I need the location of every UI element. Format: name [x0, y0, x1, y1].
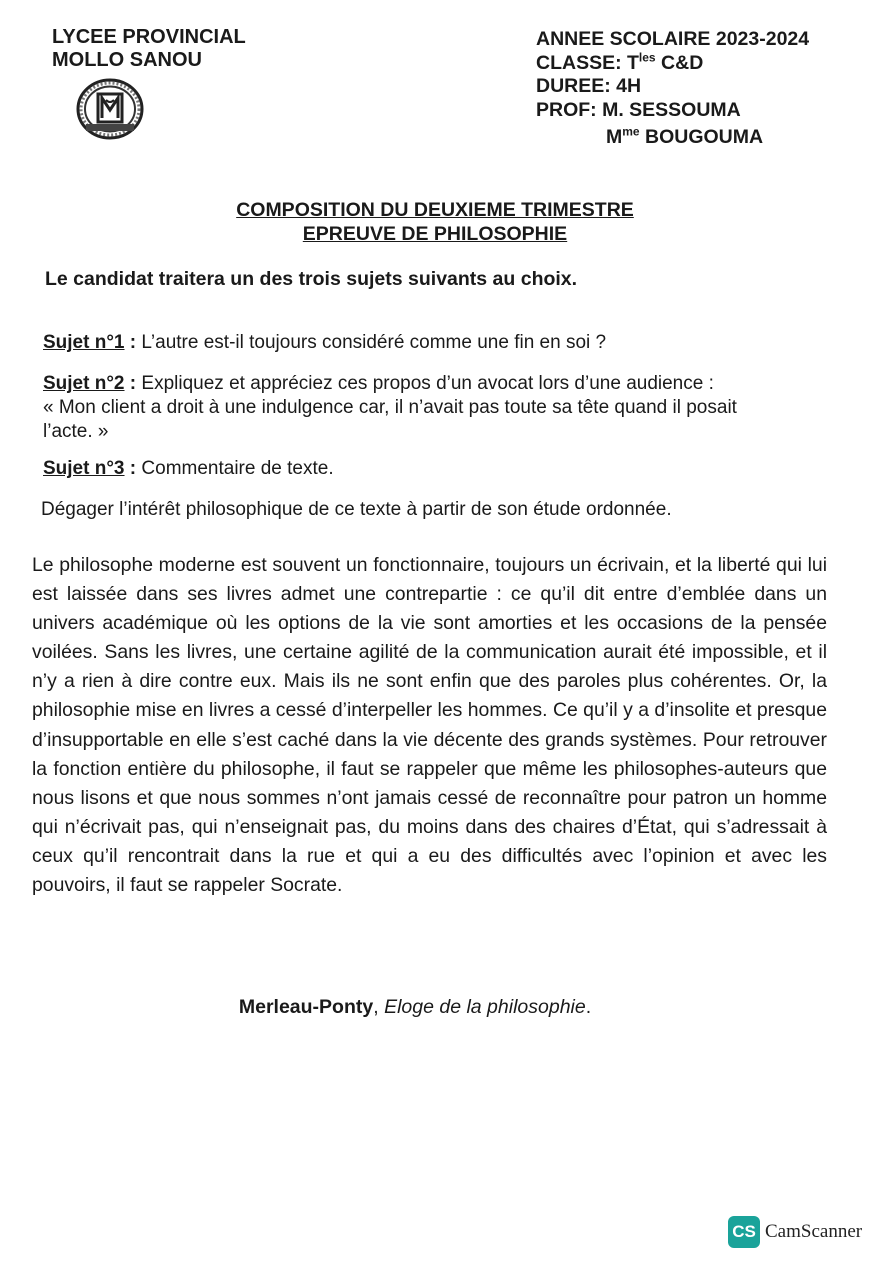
sujet-label: Sujet n°1 — [43, 332, 125, 353]
sujet-text: Expliquez et appréciez ces propos d’un avocat lors d’une audience : — [141, 373, 714, 394]
sujet-3: Sujet n°3 : Commentaire de texte. — [43, 458, 334, 479]
sujet-2: Sujet n°2 : Expliquez et appréciez ces propos d’un avocat lors d’une audience : « Mon client a droit à une indulgence car, il n’avait pas toute sa tête quand il posait l’acte. » — [43, 372, 843, 444]
sujet-quote-line2: l’acte. » — [43, 421, 109, 442]
source-work: Eloge de la philosophie — [384, 996, 586, 1018]
school-line1: LYCEE PROVINCIAL — [52, 26, 246, 48]
exam-info — [536, 28, 809, 150]
source-author: Merleau-Ponty — [238, 996, 374, 1018]
camscanner-label: CamScanner — [765, 1221, 863, 1242]
camscanner-logo-icon: CS — [728, 1216, 760, 1248]
sujet-label: Sujet n°3 — [43, 458, 125, 479]
sujet-quote-line1: « Mon client a droit à une indulgence car, il n’avait pas toute sa tête quand il posait — [43, 397, 737, 418]
annee-scolaire: ANNEE SCOLAIRE 2023-2024 — [536, 28, 810, 50]
camscanner-watermark — [728, 1216, 862, 1248]
exam-title — [0, 198, 870, 246]
classe: CLASSE: $T^{les}$ C&D — [536, 50, 704, 74]
title-line2: EPREUVE DE PHILOSOPHIE — [302, 223, 568, 245]
school-seal-icon — [76, 78, 144, 140]
sujet-text: Commentaire de texte. — [141, 458, 334, 479]
prof-2: $M^{me}$ BOUGOUMA — [606, 124, 764, 148]
text-source: Merleau-Ponty, Eloge de la philosophie. — [238, 996, 592, 1018]
title-line1: COMPOSITION DU DEUXIEME TRIMESTRE — [236, 199, 634, 221]
school-line2: MOLLO SANOU — [52, 49, 202, 71]
sujet-1: Sujet n°1 : L’autre est-il toujours considéré comme une fin en soi ? — [43, 332, 607, 353]
prof: PROF: M. SESSOUMA — [536, 98, 741, 121]
sujet-3-consigne: Dégager l’intérêt philosophique de ce texte à partir de son étude ordonnée. — [41, 499, 672, 520]
sujet-label: Sujet n°2 — [43, 373, 125, 394]
school-name — [52, 26, 246, 72]
instruction: Le candidat traitera un des trois sujets suivants au choix. — [45, 268, 578, 290]
texte-philosophique: Le philosophe moderne est souvent un fonctionnaire, toujours un écrivain, et la liberté qui lui est laissée dans ses livres admet une contrepartie : ce qu’il dit entre d’emblée dans un univers académique où les options de la vie sont amorties et les occasions de la pensée voilées. Sans les livres, une certaine agilité de la communication aurait été impossible, et il n’y a rien à dire contre eux. Mais ils ne sont enfin que des paroles plus cohérentes. Or, la philosophie mise en livres a cessé d’interpeller les hommes. Ce qu’il y a d’insolite et presque d’insupportable en elle s’est caché dans la vie décente des grands systèmes. Pour retrouver la fonction entière du philosophe, il faut se rappeler que même les philosophes-auteurs que nous lisons et que nous sommes n’ont jamais cessé de reconnaître pour patron un homme qui n’écrivait pas, qui n’enseignait pas, du moins dans des chaires d’État, qui s’adressait à ceux qu’il rencontrait dans la rue et qui a eu des difficultés avec l’opinion et avec les pouvoirs, il faut se rappeler Socrate. — [32, 554, 827, 897]
duree: DUREE: 4H — [536, 75, 642, 97]
sujet-text: L’autre est-il toujours considéré comme une fin en soi ? — [141, 332, 607, 353]
